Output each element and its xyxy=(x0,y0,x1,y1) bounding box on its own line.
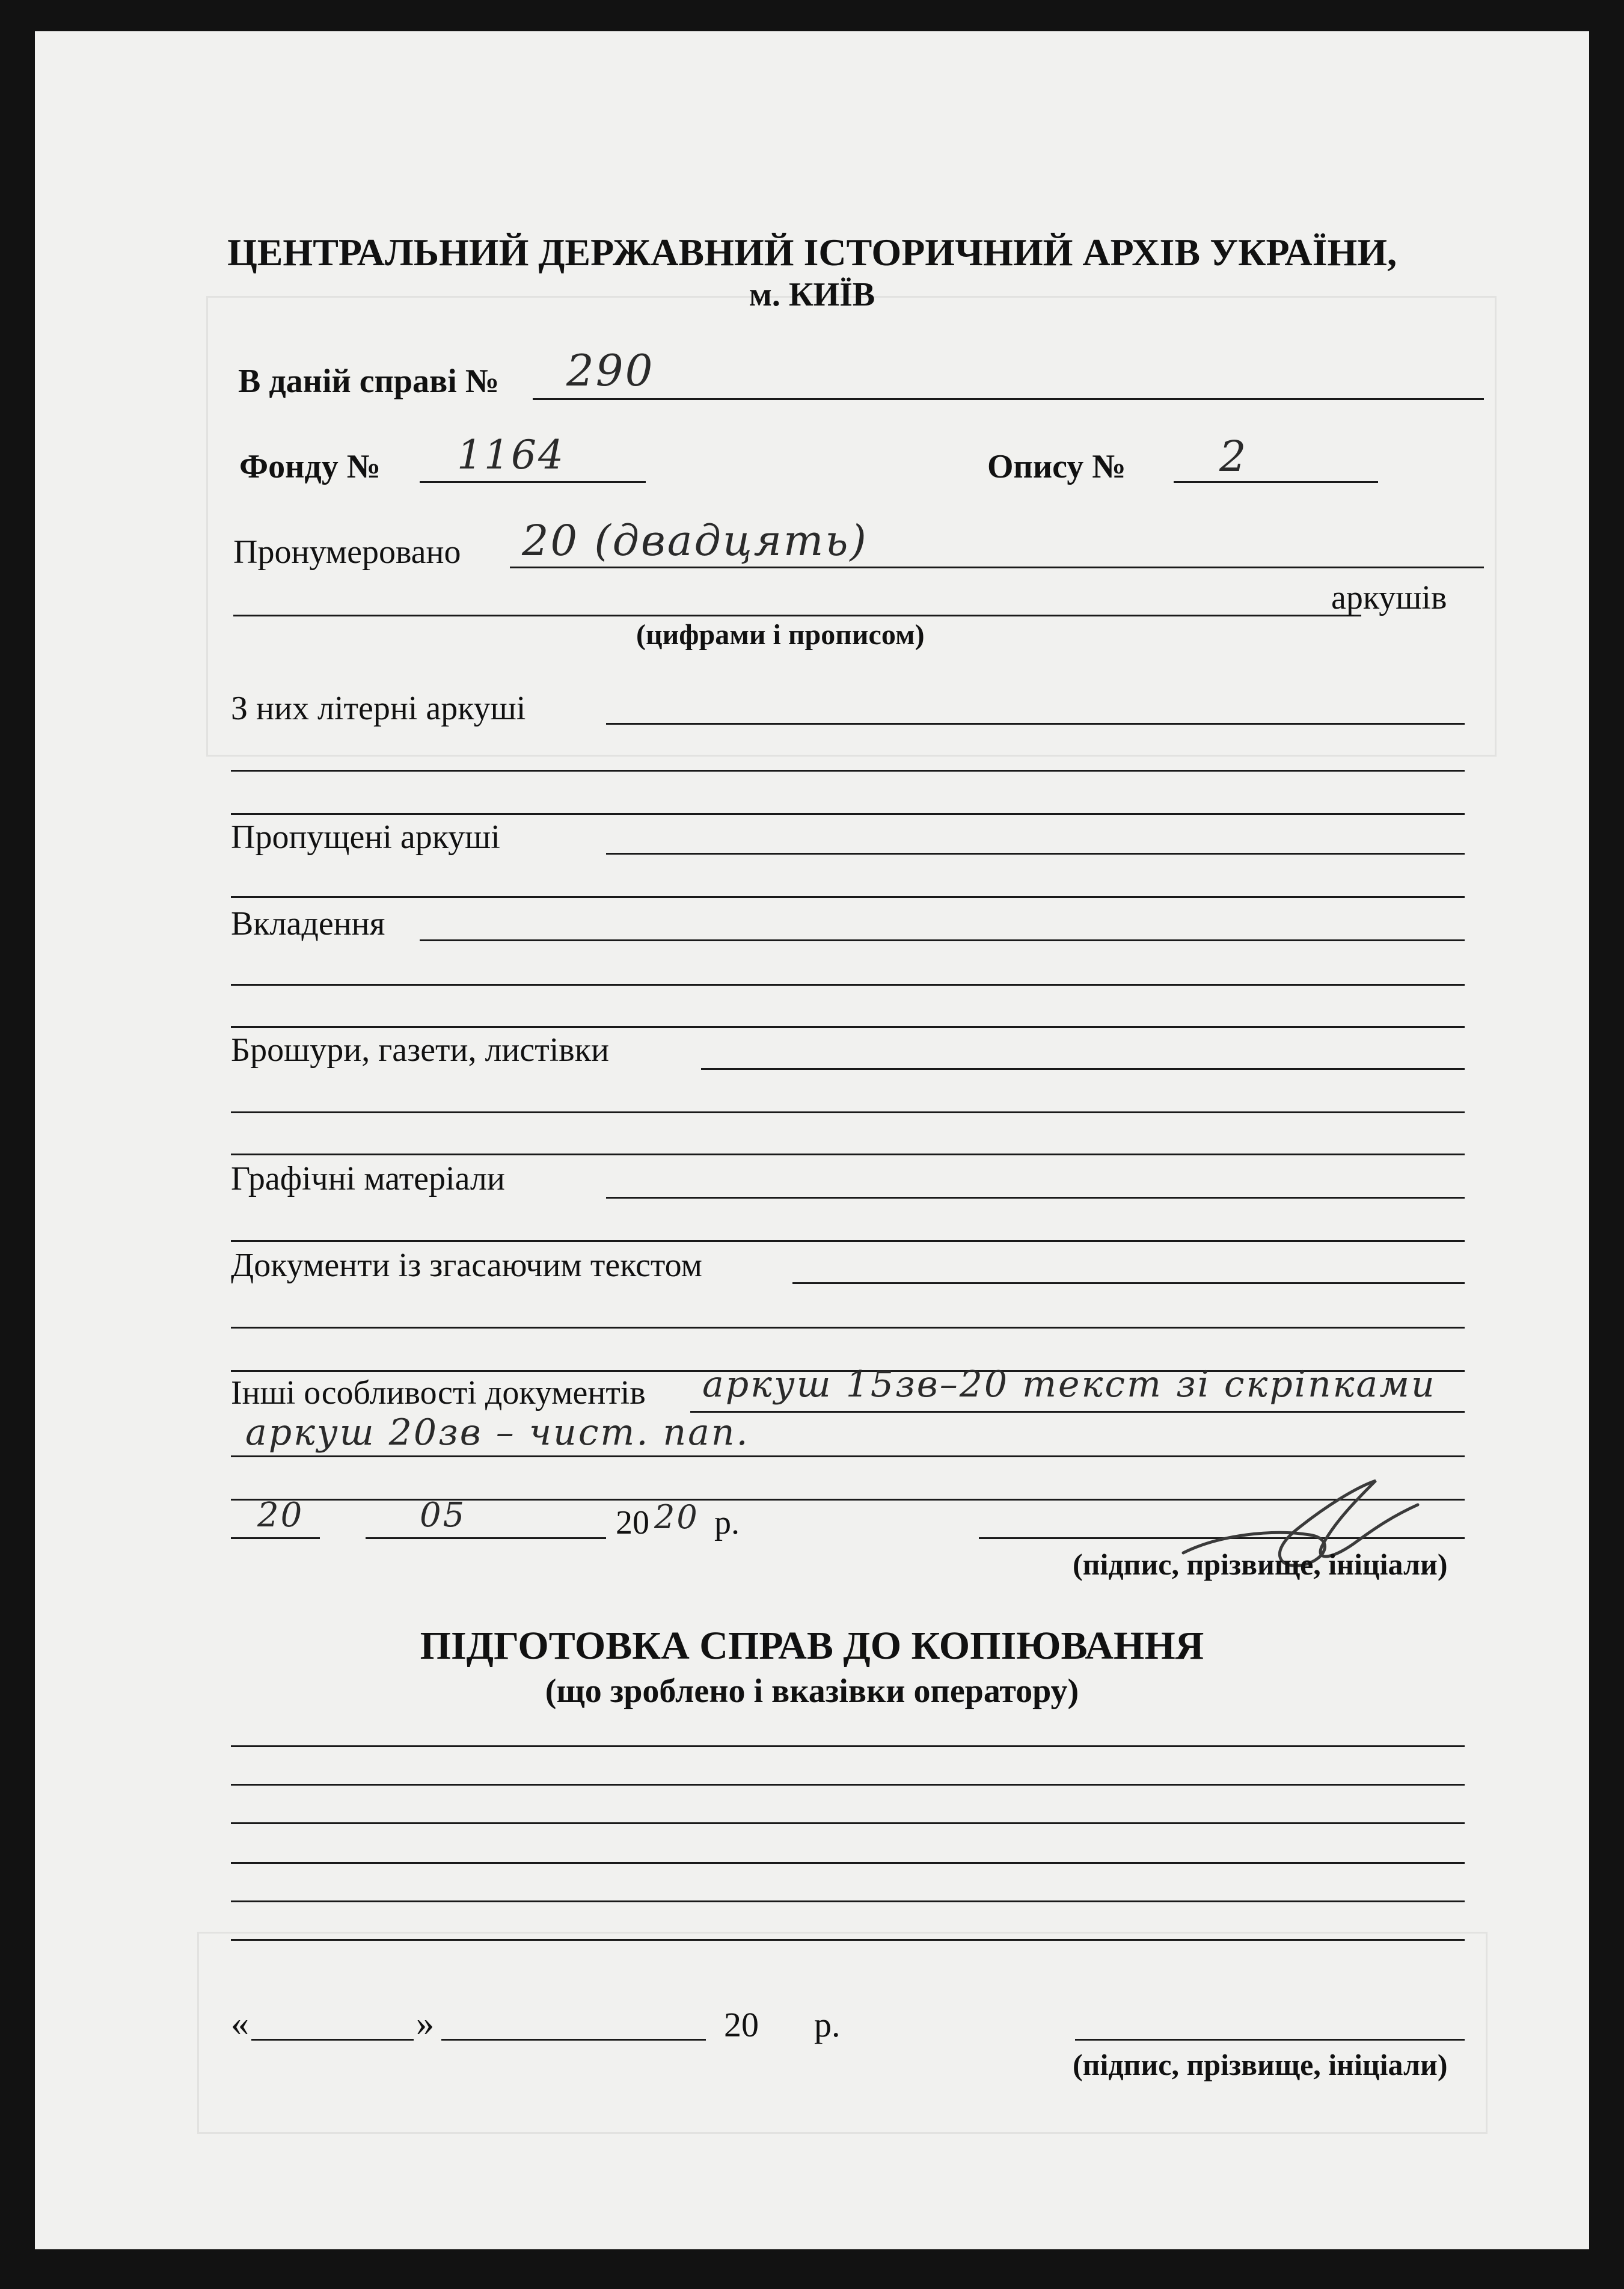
date2-r: р. xyxy=(814,2005,841,2044)
graphics-line-2 xyxy=(231,1240,1465,1242)
copy-section-subtitle: (що зроблено і вказівки оператору) xyxy=(545,1673,1079,1710)
date2-signature-caption: (підпис, прізвище, ініціали) xyxy=(1073,2048,1448,2082)
date1-signature-caption: (підпис, прізвище, ініціали) xyxy=(1073,1547,1448,1581)
fond-value: 1164 xyxy=(457,432,565,478)
bleed-through-table-bottom xyxy=(197,1932,1488,2134)
literal-sheets-label: З них літерні аркуші xyxy=(231,690,526,727)
other-features-label: Інші особливості документів xyxy=(231,1374,646,1412)
opys-value: 2 xyxy=(1219,432,1248,481)
attachments-line-2 xyxy=(231,984,1465,986)
archive-title: ЦЕНТРАЛЬНИЙ ДЕРЖАВНИЙ ІСТОРИЧНИЙ АРХІВ УКРАЇНИ, xyxy=(227,231,1397,274)
other-features-line-1 xyxy=(690,1411,1465,1413)
case-number-value: 290 xyxy=(566,345,655,396)
attachments-line-1 xyxy=(420,939,1465,941)
copy-line-5 xyxy=(231,1900,1465,1902)
copy-line-1 xyxy=(231,1745,1465,1747)
literal-sheets-line-2 xyxy=(231,770,1465,772)
copy-line-2 xyxy=(231,1784,1465,1786)
numbered-label: Пронумеровано xyxy=(233,533,461,571)
missing-sheets-label: Пропущені аркуші xyxy=(231,819,500,856)
graphics-label: Графічні матеріали xyxy=(231,1160,505,1197)
date1-month-line xyxy=(366,1537,606,1539)
date1-year-prefix: 20 xyxy=(616,1504,649,1541)
literal-sheets-line-3 xyxy=(231,813,1465,815)
date2-day-line xyxy=(251,2039,414,2041)
numbered-value: 20 (двадцять) xyxy=(522,516,868,565)
date2-month-line xyxy=(441,2039,706,2041)
date1-year-suffix: 20 xyxy=(654,1498,699,1536)
graphics-line-1 xyxy=(606,1197,1465,1199)
brochures-label: Брошури, газети, листівки xyxy=(231,1031,609,1069)
copy-line-4 xyxy=(231,1862,1465,1864)
date1-day-line xyxy=(231,1537,320,1539)
brochures-line-2 xyxy=(231,1111,1465,1113)
date2-signature-line xyxy=(1075,2039,1465,2041)
fading-text-line-1 xyxy=(792,1282,1465,1284)
numbered-suffix: аркушів xyxy=(1331,579,1447,616)
numbered-hint: (цифрами і прописом) xyxy=(636,619,925,651)
missing-sheets-line-2 xyxy=(231,896,1465,898)
case-number-line xyxy=(533,398,1484,400)
brochures-line-1 xyxy=(701,1068,1465,1070)
archive-city: м. КИЇВ xyxy=(749,276,875,313)
brochures-line-3 xyxy=(231,1154,1465,1155)
numbered-line-1 xyxy=(510,567,1484,568)
copy-line-6 xyxy=(231,1939,1465,1941)
date2-close-quote: » xyxy=(416,2003,434,2043)
opys-label: Опису № xyxy=(987,448,1126,485)
fading-text-line-2 xyxy=(231,1327,1465,1329)
attachments-line-3 xyxy=(231,1026,1465,1028)
date2-open-quote: « xyxy=(231,2003,249,2043)
date1-month: 05 xyxy=(420,1496,467,1535)
attachments-label: Вкладення xyxy=(231,905,385,942)
copy-section-title: ПІДГОТОВКА СПРАВ ДО КОПІЮВАННЯ xyxy=(420,1624,1204,1668)
opys-line xyxy=(1174,481,1378,483)
missing-sheets-line-1 xyxy=(606,853,1465,855)
date1-day: 20 xyxy=(257,1496,304,1535)
date2-year: 20 xyxy=(724,2005,759,2044)
case-number-label: В даній справі № xyxy=(238,363,500,400)
copy-line-3 xyxy=(231,1822,1465,1824)
other-features-value-2: аркуш 20зв – чист. пап. xyxy=(245,1412,750,1454)
other-features-line-2 xyxy=(231,1455,1465,1457)
numbered-line-2 xyxy=(233,615,1361,616)
fond-line xyxy=(420,481,646,483)
fond-label: Фонду № xyxy=(239,448,381,485)
fading-text-label: Документи із згасаючим текстом xyxy=(231,1247,702,1284)
date1-r: р. xyxy=(714,1504,740,1541)
document-sheet xyxy=(35,31,1589,2249)
other-features-value-1: аркуш 15зв–20 текст зі скріпками xyxy=(702,1363,1436,1406)
literal-sheets-line-1 xyxy=(606,723,1465,725)
